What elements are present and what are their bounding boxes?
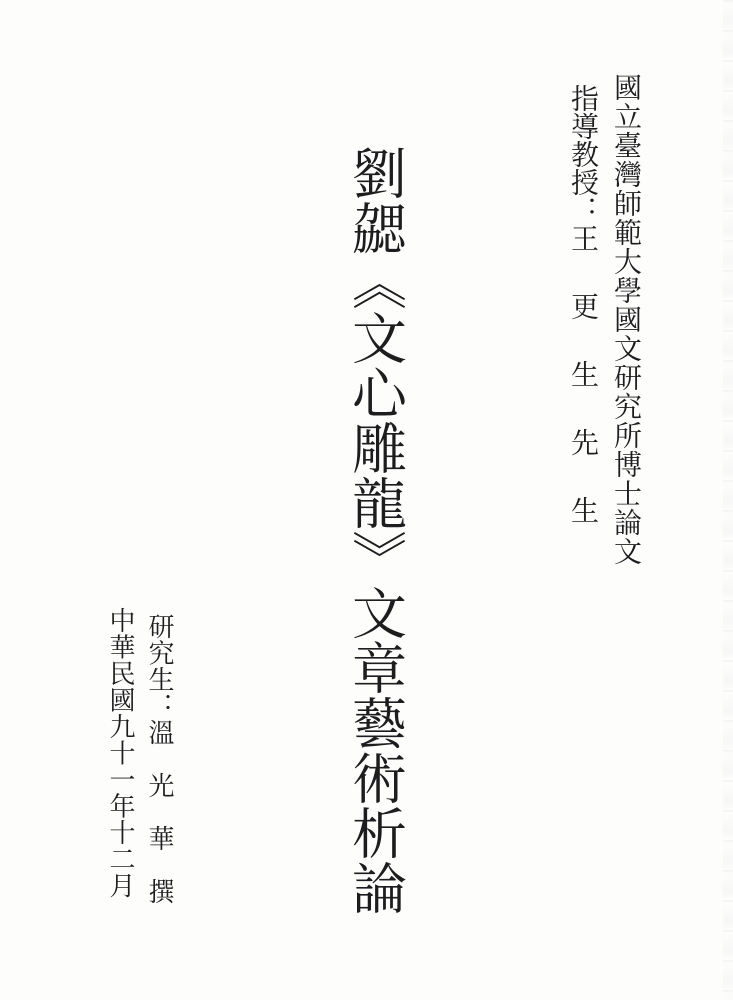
institution-line: 國立臺灣師範大學國文研究所博士論文 [610, 73, 643, 566]
thesis-title: 劉勰《文心雕龍》文章藝術析論 [343, 145, 407, 915]
student-label: 研究生： [144, 613, 174, 719]
advisor-line [567, 84, 600, 530]
advisor-label: 指導教授： [567, 84, 600, 224]
student-line [146, 613, 172, 905]
date-line: 中華民國九十一年十二月 [105, 607, 135, 899]
student-name: 溫 光 華 撰 [144, 719, 174, 905]
advisor-name: 王 更 生 先 生 [567, 224, 600, 530]
scan-edge-noise [723, 0, 733, 1000]
